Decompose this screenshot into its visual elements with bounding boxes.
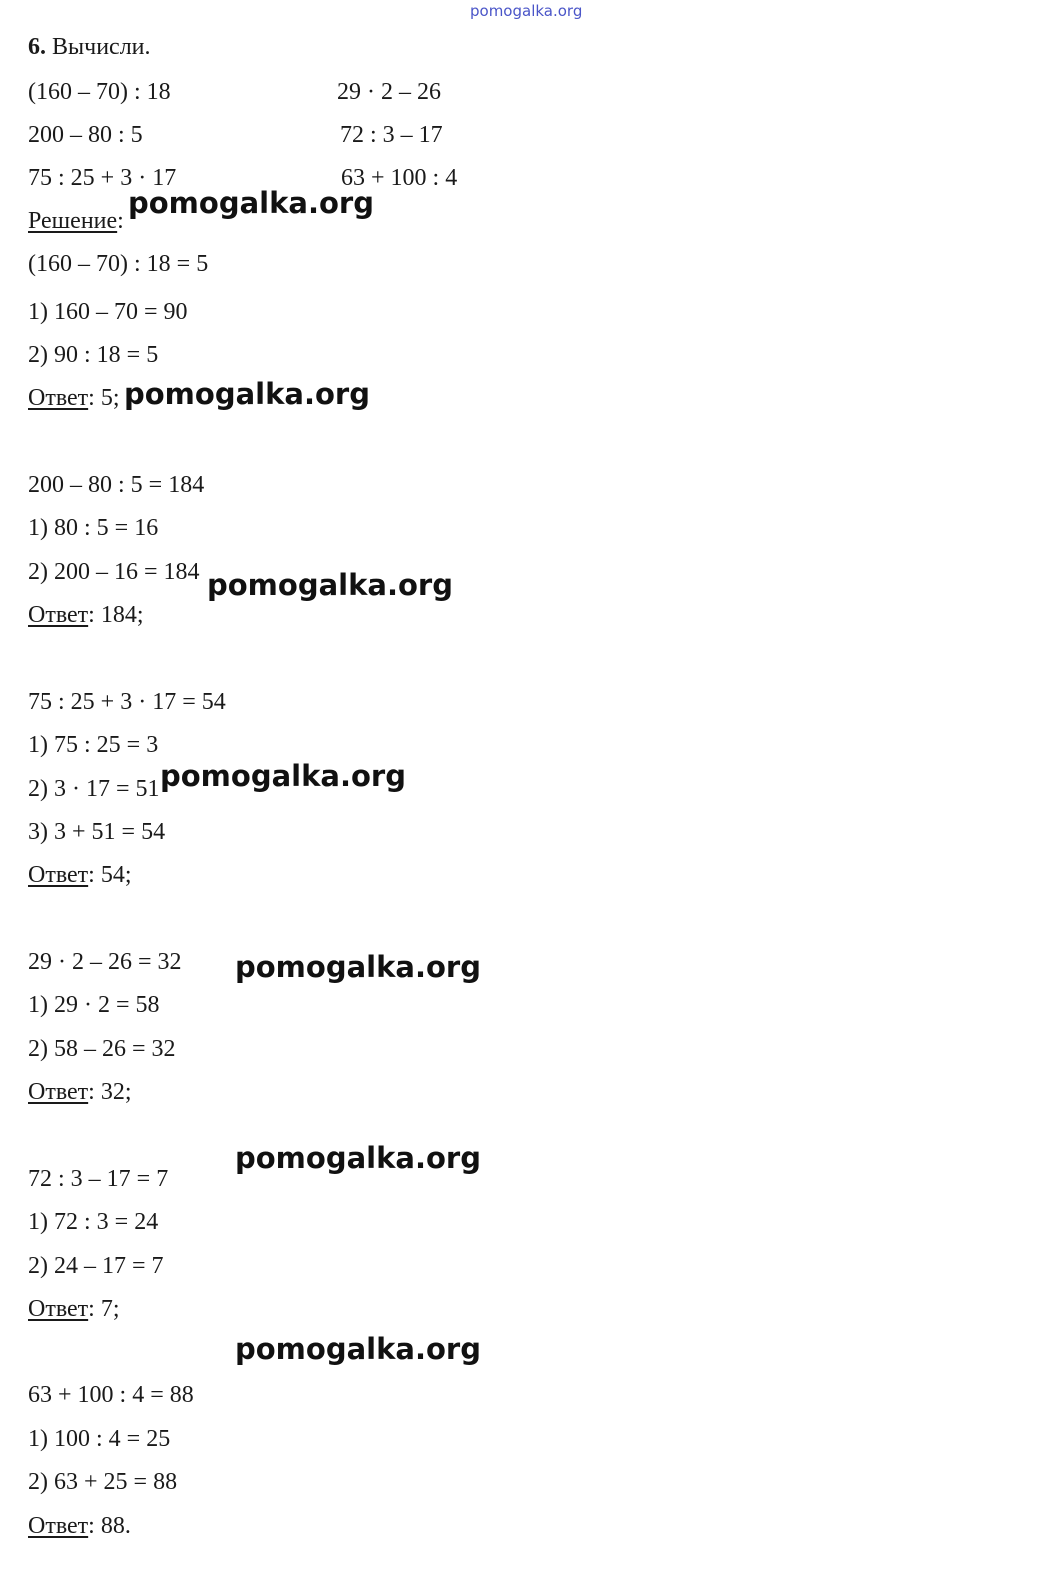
solution-1-equation: (160 – 70) : 18 = 5 — [28, 251, 209, 277]
expression-left-3: 75 : 25 + 3 · 17 — [28, 165, 177, 191]
solution-2-step-1: 1) 80 : 5 = 16 — [28, 515, 159, 541]
watermark: pomogalka.org — [207, 568, 453, 602]
answer-value: : 54; — [88, 862, 132, 888]
answer-label: Ответ — [28, 862, 89, 888]
answer-value: : 5; — [88, 385, 120, 411]
solution-4-equation: 29 · 2 – 26 = 32 — [28, 949, 182, 975]
expression-right-1: 29 · 2 – 26 — [337, 79, 441, 105]
solution-heading: Решение: — [28, 208, 124, 234]
solution-6-step-1: 1) 100 : 4 = 25 — [28, 1426, 171, 1452]
expression-right-3: 63 + 100 : 4 — [341, 165, 458, 191]
expression-left-1: (160 – 70) : 18 — [28, 79, 171, 105]
solution-2-step-2: 2) 200 – 16 = 184 — [28, 559, 200, 585]
expression-right-2: 72 : 3 – 17 — [340, 122, 443, 148]
solution-4-answer — [28, 1078, 132, 1106]
answer-label: Ответ — [28, 1296, 89, 1322]
solution-1-answer — [28, 384, 120, 412]
task-title: Вычисли. — [52, 34, 151, 60]
answer-value: : 32; — [88, 1079, 132, 1105]
answer-label: Ответ — [28, 385, 89, 411]
solution-3-step-2: 2) 3 · 17 = 51 — [28, 776, 160, 802]
solution-3-step-1: 1) 75 : 25 = 3 — [28, 732, 159, 758]
solution-6-step-2: 2) 63 + 25 = 88 — [28, 1469, 178, 1495]
solution-4-step-2: 2) 58 – 26 = 32 — [28, 1036, 176, 1062]
answer-label: Ответ — [28, 602, 89, 628]
answer-label: Ответ — [28, 1513, 89, 1539]
solution-2-answer — [28, 601, 144, 629]
watermark: pomogalka.org — [235, 1332, 481, 1366]
solution-5-equation: 72 : 3 – 17 = 7 — [28, 1166, 169, 1192]
watermark: pomogalka.org — [235, 950, 481, 984]
answer-label: Ответ — [28, 1079, 89, 1105]
solution-1-step-2: 2) 90 : 18 = 5 — [28, 342, 159, 368]
expression-left-2: 200 – 80 : 5 — [28, 122, 143, 148]
answer-value: : 184; — [88, 602, 144, 628]
answer-value: : 88. — [88, 1513, 131, 1539]
solution-6-equation: 63 + 100 : 4 = 88 — [28, 1382, 194, 1408]
solution-2-equation: 200 – 80 : 5 = 184 — [28, 472, 205, 498]
task-heading — [28, 33, 151, 61]
watermark: pomogalka.org — [124, 377, 370, 411]
site-watermark-top: pomogalka.org — [470, 2, 583, 20]
solution-6-answer — [28, 1512, 131, 1540]
watermark: pomogalka.org — [235, 1141, 481, 1175]
watermark: pomogalka.org — [160, 759, 406, 793]
solution-3-equation: 75 : 25 + 3 · 17 = 54 — [28, 689, 226, 715]
solution-label: Решение — [28, 208, 118, 234]
solution-3-answer — [28, 861, 132, 889]
answer-value: : 7; — [88, 1296, 120, 1322]
solution-5-step-1: 1) 72 : 3 = 24 — [28, 1209, 159, 1235]
task-number: 6. — [28, 34, 46, 60]
solution-5-answer — [28, 1295, 120, 1323]
solution-4-step-1: 1) 29 · 2 = 58 — [28, 992, 160, 1018]
solution-5-step-2: 2) 24 – 17 = 7 — [28, 1253, 164, 1279]
solution-1-step-1: 1) 160 – 70 = 90 — [28, 299, 188, 325]
solution-3-step-3: 3) 3 + 51 = 54 — [28, 819, 166, 845]
watermark: pomogalka.org — [128, 186, 374, 220]
